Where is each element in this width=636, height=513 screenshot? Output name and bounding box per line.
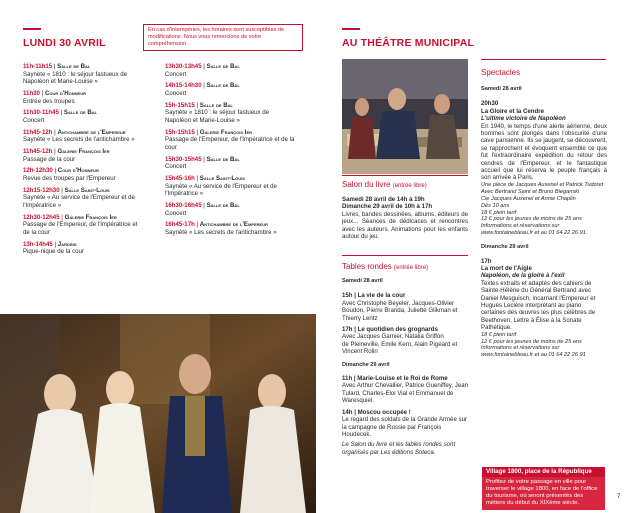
schedule-place: Cour d'Honneur	[57, 167, 99, 175]
credit-line: www.fontainebleau.fr et au 01 64 22 26 91	[481, 230, 586, 237]
schedule-place: Salle de Bal	[206, 155, 240, 163]
spectacles-heading: Spectacles	[481, 68, 521, 77]
schedule-desc: Saynète « Au service de l'Empereur et de l'Impératrice »	[23, 194, 135, 210]
schedule-time: 13h-14h45	[23, 240, 53, 248]
schedule-place: Salle de Bal	[206, 63, 240, 70]
schedule-item: 12h15-12h30 | Salle Saint-Louis Saynète « Au service de l'Empereur et de l'Impératrice »	[23, 187, 141, 210]
schedule-item: 13h30-13h45 | Salle de Bal Concert	[165, 63, 295, 78]
schedule-place: Cour d'Honneur	[44, 89, 86, 97]
salon-date-2: Dimanche 29 avril de 10h à 17h	[342, 203, 433, 211]
credit-line: Cie Jacques Auxenel et Annie Chaplin	[481, 195, 576, 202]
show-2-time: 17h	[481, 257, 492, 265]
schedule-time: 15h-15h15	[165, 101, 195, 109]
spectacles-day-1: Samedi 28 avril	[481, 86, 522, 92]
show-1-time: 20h30	[481, 100, 499, 108]
credit-line: Une pièce de Jacques Auxenel et Patrick Tudoret	[481, 181, 604, 188]
schedule-time: 11h45-12h	[23, 148, 53, 156]
schedule-desc: Saynète « Au service de l'Empereur et de l'Impératrice »	[165, 182, 277, 198]
schedule-desc: Concert	[165, 70, 187, 78]
left-page-title: LUNDI 30 AVRIL	[23, 37, 106, 49]
schedule-column-2	[165, 63, 295, 241]
schedule-item: 11h-11h15 | Salle de Bal Saynète « 1810 : le séjour fastueux de Napoléon et Marie-Louise »	[23, 63, 141, 86]
round-3-title: 11h | Marie-Louise et le Roi de Rome	[342, 375, 448, 383]
costumed-court-photo	[0, 314, 316, 513]
credit-line: 12 € pour les jeunes de moins de 25 ans	[481, 216, 582, 223]
schedule-time: 15h30-15h45	[165, 155, 202, 163]
schedule-time: 16h30-16h45	[165, 202, 202, 210]
show-1-subtitle: L'ultime victoire de Napoléon	[481, 115, 566, 123]
schedule-item: 11h30 | Cour d'Honneur Entrée des troupes	[23, 90, 141, 105]
schedule-place: Salle de Bal	[199, 101, 233, 109]
show-2-title: La mort de l'Aigle	[481, 264, 532, 272]
schedule-place: Galerie François Ier	[57, 148, 110, 156]
schedule-desc: Saynète « 1810 : le séjour fastueux de Napoléon et Marie-Louise »	[165, 109, 270, 124]
schedule-item: 12h30-12h45 | Galerie François Ier Passage de l'Empereur, de l'Impératrice et de la cour	[23, 214, 141, 237]
tables-day-2: Dimanche 29 avril	[342, 361, 390, 368]
schedule-time: 11h-11h15	[23, 63, 53, 70]
schedule-item: 12h-12h30 | Cour d'Honneur Revue des troupes par l'Empereur	[23, 167, 141, 182]
credit-line: Dès 10 ans	[481, 202, 510, 209]
schedule-item: 15h-15h15 | Galerie François Ier Passage de l'Empereur, de l'Impératrice et de la cour	[165, 128, 295, 151]
schedule-desc: Passage de l'Empereur, de l'Impératrice et de la cour	[23, 221, 138, 236]
right-title-rule	[342, 28, 360, 30]
schedule-time: 11h30	[23, 89, 40, 97]
schedule-item: 13h-14h45 | Jardins Pique-nique de la cour	[23, 241, 141, 256]
round-1-title: 15h | La vie de la cour	[342, 292, 406, 300]
schedule-desc: Passage de l'Empereur, de l'Impératrice et de la cour	[165, 136, 295, 151]
schedule-place: Salle Saint-Louis	[199, 175, 245, 183]
schedule-column-1	[23, 63, 141, 260]
schedule-item: 15h-15h15 | Salle de Bal Saynète « 1810 : le séjour fastueux de Napoléon et Marie-Louise »	[165, 102, 295, 125]
weather-notice: En cas d'intempéries, les horaires sont susceptibles de modifications. Nous vous remercions de votre compréhension.	[143, 24, 303, 51]
schedule-place: Galerie François Ier	[199, 128, 253, 136]
round-1-body: Avec Christophe Beyeler, Jacques-Olivier Boudon, Pierre Branda, Juliette Glikman et Thierry Lentz	[342, 299, 458, 322]
schedule-item: 16h45-17h | Antichambre de l'Empereur Saynète « Les secrets de l'antichambre »	[165, 221, 295, 236]
schedule-desc: Concert	[165, 89, 187, 97]
tables-block	[342, 278, 470, 456]
right-page-title: AU THÉÂTRE MUNICIPAL	[342, 37, 475, 49]
tables-rule	[342, 255, 468, 256]
spectacles-rule	[481, 59, 606, 60]
schedule-time: 13h30-13h45	[165, 63, 202, 70]
credit-line: Informations et réservations sur	[481, 345, 560, 352]
schedule-place: Antichambre de l'Empereur	[199, 221, 268, 229]
schedule-time: 14h15-14h30	[165, 82, 202, 90]
schedule-desc: Saynète « Les secrets de l'antichambre »	[165, 229, 277, 236]
round-4-body: Le regard des soldats de la Grande Armée sur la campagne de Russie par François Houdecek.	[342, 416, 467, 438]
schedule-desc: Passage de la cour	[23, 155, 76, 163]
round-2-pre: Avec Jacques Garnier, Natalia Griffon	[342, 333, 444, 341]
credit-line: Informations et réservations sur	[481, 223, 560, 230]
tables-note: Le Salon du livre et les tables rondes sont organisés par Les éditions Soteca.	[342, 441, 456, 456]
village-title: Village 1800, place de la République	[482, 467, 605, 477]
credit-line: 18 € plein tarif	[481, 331, 517, 338]
schedule-time: 11h45-12h	[23, 128, 53, 136]
credit-line: 12 € pour les jeunes de moins de 25 ans	[481, 338, 582, 345]
schedule-place: Salle de Bal	[57, 63, 91, 70]
show-1-credits	[481, 182, 607, 237]
schedule-desc: Saynète « Les secrets de l'antichambre »	[23, 136, 135, 144]
show-1-body: En 1940, le temps d'une alerte aérienne, deux hommes sont plongés dans l'obscurité d'une cave parisienne. Ils se jaugent, se découvrent, se rapprochent et évoquent ensemble ce que fut l'extraordinaire expédition du retour des cendres de l'Empereur, et le fantastique accueil que lui réserva le peuple français à son arrivée à Paris.	[481, 122, 607, 182]
show-2-body: Textes extraits et adaptés des cahiers de Sainte-Hélène du Général Bertrand avec Daniel Mesguisch, incarnant l'Empereur et Hugues Leclère interprétant au piano certaines des œuvres les plus célèbres de Beethoven, Lettre à Élise à la Sonate Pathétique.	[481, 279, 596, 332]
schedule-item: 16h30-16h45 | Salle de Bal Concert	[165, 202, 295, 217]
schedule-item: 11h45-12h | Galerie François Ier Passage de la cour	[23, 148, 141, 163]
tables-day-1: Samedi 28 avril	[342, 278, 383, 284]
salon-rule	[342, 175, 468, 176]
schedule-place: Salle de Bal	[63, 109, 98, 117]
credit-line: Avec Bertrand Saint et Bruno Bieganski	[481, 188, 580, 195]
round-2-title: 17h | Le quotidien des grognards	[342, 326, 438, 334]
schedule-desc: Concert	[165, 209, 187, 217]
salon-date-1: Samedi 28 avril de 14h à 19h	[342, 196, 425, 203]
salon-heading: Salon du livre (entrée libre)	[342, 180, 427, 189]
schedule-desc: Pique-nique de la cour	[23, 248, 84, 256]
round-2-body: de Pleineville, Emile Kern, Alain Pigeard et Vincent Rolin	[342, 340, 458, 356]
schedule-time: 15h-15h15	[165, 128, 195, 136]
book-fair-photo	[342, 59, 468, 174]
credit-line: 18 € plein tarif	[481, 209, 517, 216]
schedule-place: Salle de Bal	[206, 82, 240, 90]
show-2-credits	[481, 332, 607, 360]
schedule-desc: Concert	[165, 163, 187, 171]
salon-body: Livres, bandes dessinées, albums, éditeurs de jeux... Séances de dédicaces et rencontres avec les auteurs. Animations pour les enfants autour du jeu.	[342, 210, 468, 241]
schedule-item: 11h30-11h45 | Salle de Bal Concert	[23, 109, 141, 124]
spectacles-block	[481, 86, 607, 359]
schedule-desc: Concert	[23, 116, 45, 124]
schedule-place: Salle de Bal	[206, 202, 240, 210]
show-1-title: La Gloire et la Cendre	[481, 107, 544, 115]
salon-block	[342, 196, 468, 240]
schedule-item: 15h30-15h45 | Salle de Bal Concert	[165, 156, 295, 171]
credit-line: www.fontainebleau.fr et au 01 64 22 26 91	[481, 352, 586, 359]
schedule-item: 14h15-14h30 | Salle de Bal Concert	[165, 82, 295, 97]
schedule-place: Antichambre de l'Empereur	[57, 128, 126, 136]
schedule-desc: Entrée des troupes	[23, 97, 75, 105]
schedule-time: 11h30-11h45	[23, 109, 59, 117]
schedule-place: Jardins	[57, 240, 77, 248]
schedule-time: 12h-12h30	[23, 167, 53, 175]
village-body: Profitez de votre passage en ville pour traverser le village 1800, en face de l'office du tourisme, où seront présentés des métiers du début du XIXème siècle.	[482, 477, 605, 510]
schedule-place: Galerie François Ier	[64, 213, 117, 221]
round-4-title: 14h | Moscou occupée !	[342, 408, 411, 416]
schedule-desc: Saynète « 1810 : le séjour fastueux de Napoléon et Marie-Louise »	[23, 70, 128, 86]
schedule-desc: Revue des troupes par l'Empereur	[23, 175, 116, 183]
schedule-place: Salle Saint-Louis	[64, 186, 110, 194]
spectacles-day-2: Dimanche 29 avril	[481, 244, 529, 251]
schedule-item: 15h45-16h | Salle Saint-Louis Saynète « Au service de l'Empereur et de l'Impératrice »	[165, 175, 295, 198]
schedule-time: 12h30-12h45	[23, 213, 60, 221]
tables-heading: Tables rondes (entrée libre)	[342, 262, 429, 271]
schedule-time: 16h45-17h	[165, 221, 195, 229]
page-number: 7	[617, 494, 621, 500]
schedule-time: 15h45-16h	[165, 175, 195, 183]
show-2-subtitle: Napoléon, de la gloire à l'exil	[481, 272, 565, 280]
left-title-rule	[23, 28, 41, 30]
round-3-body: Avec Arthur Chevallier, Patrice Gueniffey, Jean Tulard, Charles-Eloi Vial et Emmanuel de Waresquiel.	[342, 382, 469, 405]
schedule-item: 11h45-12h | Antichambre de l'Empereur Saynète « Les secrets de l'antichambre »	[23, 129, 141, 144]
schedule-time: 12h15-12h30	[23, 186, 60, 194]
